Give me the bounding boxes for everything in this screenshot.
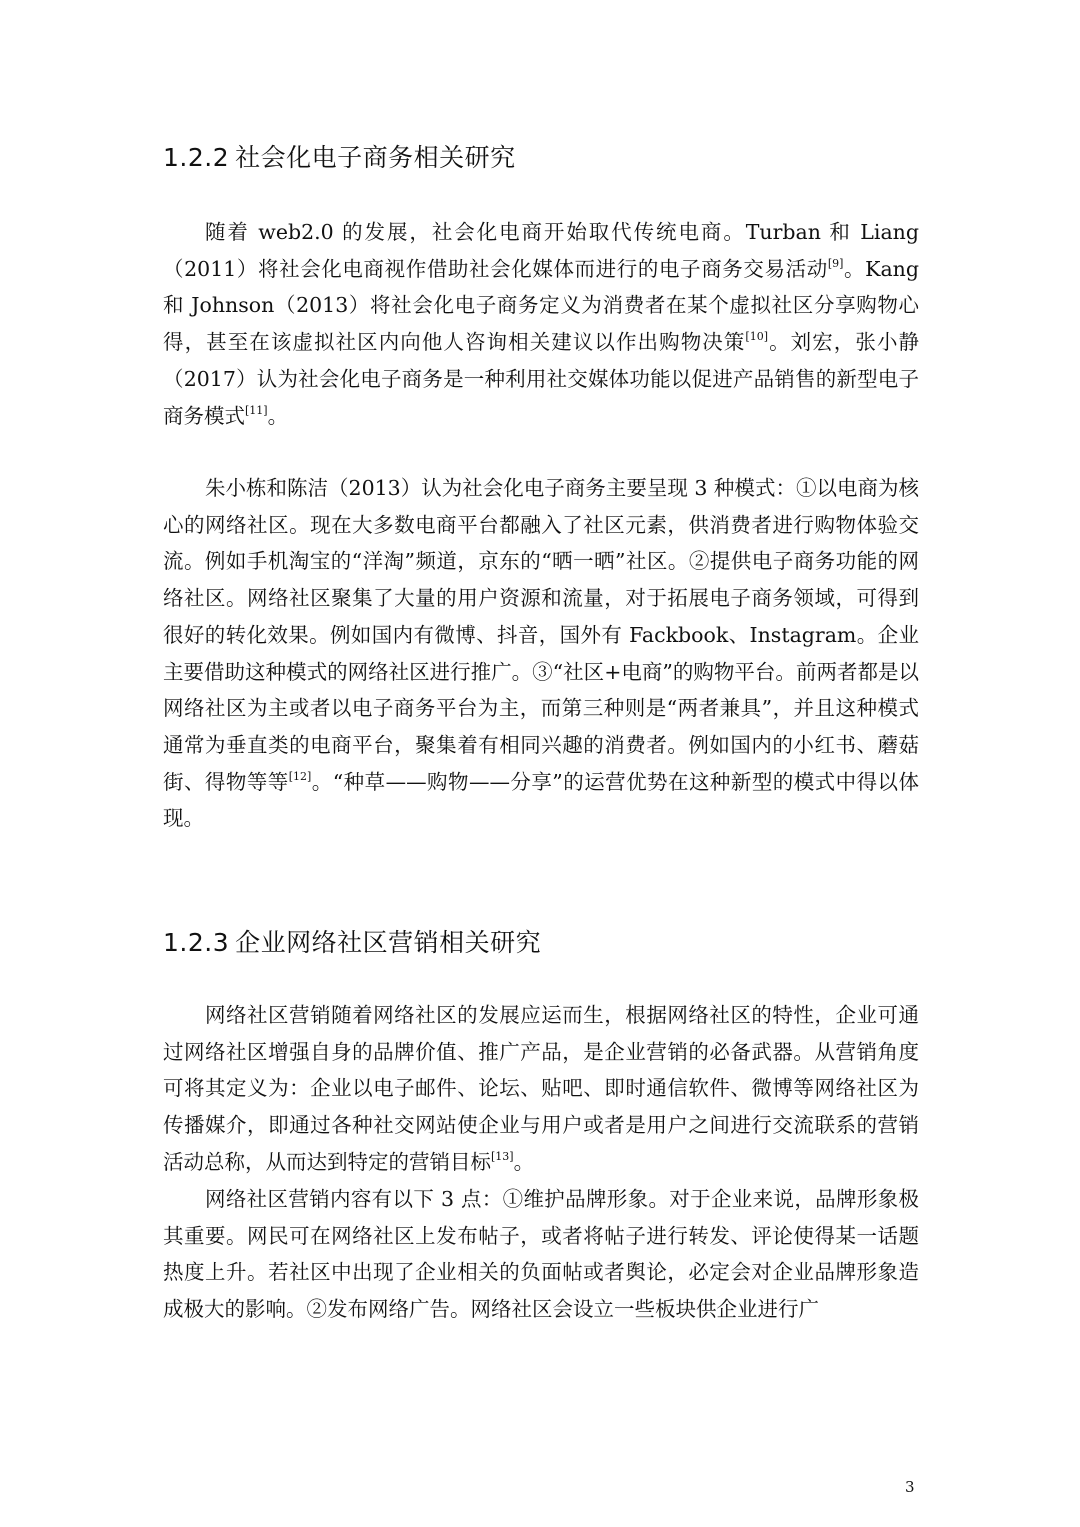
section-number: 1.2.3: [163, 928, 230, 957]
section-heading-1-2-3: [163, 926, 541, 960]
paragraph-community-marketing-content: [163, 1181, 919, 1328]
citation-10: [10]: [745, 330, 769, 344]
paragraph-social-commerce-definitions: [163, 214, 919, 434]
citation-13: [13]: [491, 1149, 514, 1163]
paragraph-text: 随着 web2.0 的发展，社会化电商开始取代传统电商。Turban 和 Liang（2011）将社会化电商视作借助社会化媒体而进行的电子商务交易活动: [163, 220, 919, 281]
paragraph-text: 朱小栋和陈洁（2013）认为社会化电子商务主要呈现 3 种模式：①以电商为核心的网络社区。现在大多数电商平台都融入了社区元素，供消费者进行购物体验交流。例如手机淘宝的“洋淘”频道，京东的“晒一晒”社区。②提供电子商务功能的网络社区。网络社区聚集了大量的用户资源和流量，对于拓展电子商务领域，可得到很好的转化效果。例如国内有微博、抖音，国外有 Fackbook、Instagram。企业主要借助这种模式的网络社区进行推广。③“社区+电商”的购物平台。前两者都是以网络社区为主或者以电子商务平台为主，而第三种则是“两者兼具”，并且这种模式通常为垂直类的电商平台，聚集着有相同兴趣的消费者。例如国内的小红书、蘑菇街、得物等等: [163, 476, 919, 794]
paragraph-text: 网络社区营销随着网络社区的发展应运而生，根据网络社区的特性，企业可通过网络社区增强自身的品牌价值、推广产品，是企业营销的必备武器。从营销角度可将其定义为：企业以电子邮件、论坛、贴吧、即时通信软件、微博等网络社区为传播媒介，即通过各种社交网站使企业与用户或者是用户之间进行交流联系的营销活动总称，从而达到特定的营销目标: [163, 1003, 919, 1174]
citation-9: [9]: [827, 256, 844, 270]
citation-12: [12]: [288, 769, 312, 783]
citation-11: [11]: [245, 403, 268, 417]
paragraph-community-marketing-definition: [163, 997, 919, 1181]
paragraph-text: 。“种草——购物——分享”的运营优势在这种新型的模式中得以体现。: [163, 769, 920, 831]
paragraph-social-commerce-modes: [163, 470, 919, 837]
page-number: 3: [905, 1478, 915, 1496]
paragraph-text: 网络社区营销内容有以下 3 点：①维护品牌形象。对于企业来说，品牌形象极其重要。网民可在网络社区上发布帖子，或者将帖子进行转发、评论使得某一话题热度上升。若社区中出现了企业相关的负面帖或者舆论，必定会对企业品牌形象造成极大的影响。②发布网络广告。网络社区会设立一些板块供企业进行广: [163, 1187, 919, 1322]
paragraph-text: 。: [513, 1149, 535, 1174]
paragraph-text: 。刘宏，张小静（2017）认为社会化电子商务是一种利用社交媒体功能以促进产品销售的新型电子商务模式: [163, 330, 920, 428]
section-title: 企业网络社区营销相关研究: [235, 928, 542, 957]
section-number: 1.2.2: [163, 143, 230, 172]
section-heading-1-2-2: [163, 141, 516, 175]
paragraph-text: 。Kang 和 Johnson（2013）将社会化电子商务定义为消费者在某个虚拟社区分享购物心得，甚至在该虚拟社区内向他人咨询相关建议以作出购物决策: [163, 256, 919, 355]
section-title: 社会化电子商务相关研究: [235, 143, 516, 172]
paragraph-text: 。: [267, 403, 289, 428]
